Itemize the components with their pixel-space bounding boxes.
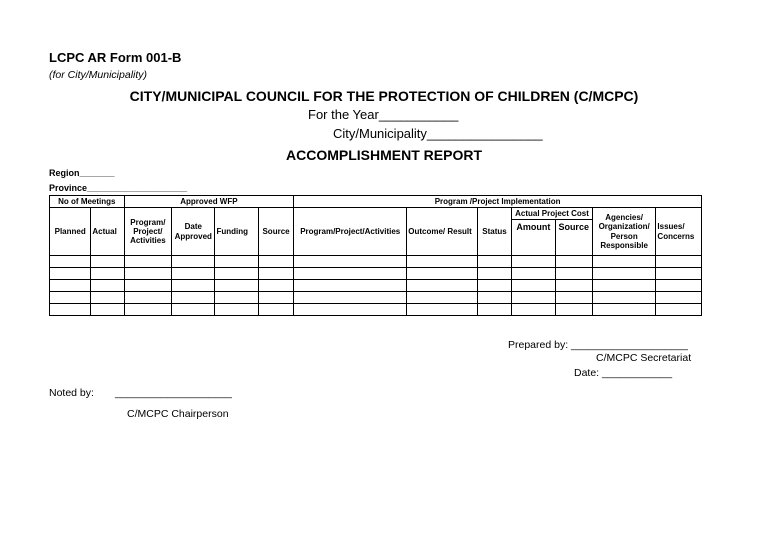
col-impl-program: Program/Project/Activities bbox=[294, 208, 407, 256]
secretariat-label: C/MCPC Secretariat bbox=[596, 352, 692, 364]
meetings-header: No of Meetings bbox=[50, 196, 125, 208]
prepared-by-line: Prepared by: ____________________ bbox=[508, 339, 688, 351]
province-field: Province____________________ bbox=[49, 183, 188, 193]
implementation-header: Program /Project Implementation bbox=[294, 196, 702, 208]
col-issues: Issues/ Concerns bbox=[656, 208, 702, 256]
col-date-approved: Date Approved bbox=[172, 208, 215, 256]
table-row bbox=[50, 268, 702, 280]
col-funding: Funding bbox=[215, 208, 258, 256]
col-program-project-activities: Program/ Project/ Activities bbox=[124, 208, 171, 256]
col-actual: Actual bbox=[91, 208, 124, 256]
form-id: LCPC AR Form 001-B bbox=[49, 50, 182, 65]
approved-wfp-header: Approved WFP bbox=[124, 196, 294, 208]
table-row bbox=[50, 292, 702, 304]
report-title: ACCOMPLISHMENT REPORT bbox=[286, 147, 482, 163]
col-planned: Planned bbox=[50, 208, 91, 256]
table-row bbox=[50, 280, 702, 292]
noted-by-line: ____________________ bbox=[115, 387, 232, 399]
actual-cost-header: Actual Project Cost bbox=[512, 208, 593, 220]
col-agencies: Agencies/ Organization/ Person Responsible bbox=[592, 208, 656, 256]
region-field: Region_______ bbox=[49, 168, 115, 178]
col-outcome: Outcome/ Result bbox=[407, 208, 478, 256]
city-field: City/Municipality________________ bbox=[333, 126, 543, 141]
col-source: Source bbox=[258, 208, 293, 256]
council-title: CITY/MUNICIPAL COUNCIL FOR THE PROTECTION OF CHILDREN (C/MCPC) bbox=[129, 88, 639, 104]
noted-by-label: Noted by: bbox=[49, 387, 94, 399]
date-line: Date: ____________ bbox=[574, 367, 673, 379]
col-status: Status bbox=[477, 208, 511, 256]
form-subtitle: (for City/Municipality) bbox=[49, 69, 148, 81]
col-cost-source: Source bbox=[555, 220, 592, 256]
accomplishment-table bbox=[49, 195, 702, 316]
table-row bbox=[50, 304, 702, 316]
table-row bbox=[50, 256, 702, 268]
year-field: For the Year___________ bbox=[308, 107, 459, 122]
chairperson-label: C/MCPC Chairperson bbox=[127, 408, 229, 420]
col-amount: Amount bbox=[512, 220, 555, 256]
